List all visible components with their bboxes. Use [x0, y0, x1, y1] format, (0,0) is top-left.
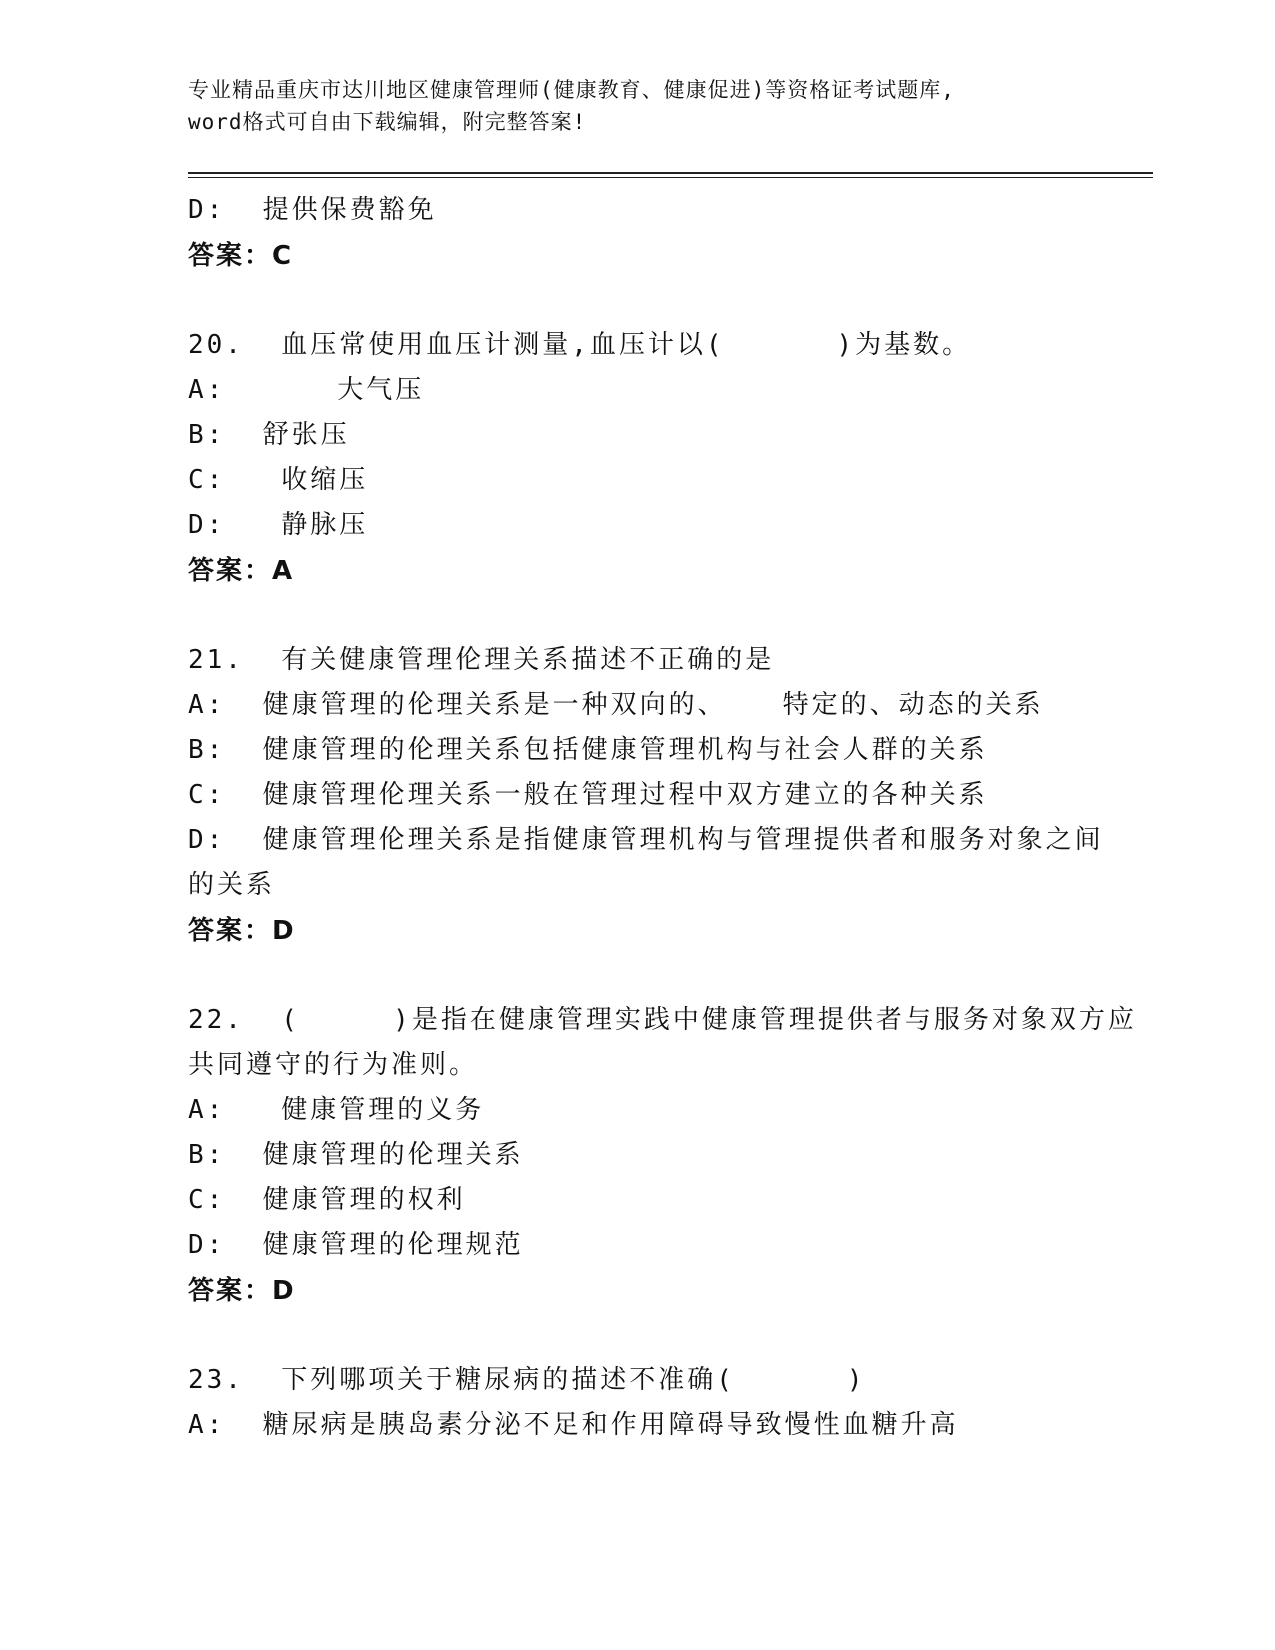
option-d-continued: 的关系 [188, 870, 276, 900]
option-b: B: 舒张压 [188, 420, 350, 450]
header-line-2: word格式可自由下载编辑，附完整答案! [188, 110, 587, 134]
option-b: B: 健康管理的伦理关系 [188, 1140, 524, 1170]
question-22 [188, 998, 1153, 1314]
option-d: D: 提供保费豁免 [188, 195, 437, 225]
document-page [188, 74, 1153, 1448]
option-d: D: 健康管理的伦理规范 [188, 1230, 524, 1260]
answer-line: 答案：D [188, 916, 296, 946]
option-b: B: 健康管理的伦理关系包括健康管理机构与社会人群的关系 [188, 735, 988, 765]
option-a: A: 健康管理的义务 [188, 1095, 485, 1125]
document-header [188, 74, 1153, 138]
option-a: A: 健康管理的伦理关系是一种双向的、 特定的、动态的关系 [188, 690, 1044, 720]
option-c: C: 健康管理的权利 [188, 1185, 466, 1215]
option-d: D: 静脉压 [188, 510, 369, 540]
question-stem: 22. ( )是指在健康管理实践中健康管理提供者与服务对象双方应 [188, 1005, 1137, 1035]
question-stem: 23. 下列哪项关于糖尿病的描述不准确( ) [188, 1365, 866, 1395]
option-d: D: 健康管理伦理关系是指健康管理机构与管理提供者和服务对象之间 [188, 825, 1104, 855]
answer-line: 答案：D [188, 1276, 296, 1306]
question-23 [188, 1358, 1153, 1448]
option-a: A: 大气压 [188, 375, 425, 405]
option-c: C: 收缩压 [188, 465, 369, 495]
previous-question-tail [188, 188, 1153, 279]
option-c: C: 健康管理伦理关系一般在管理过程中双方建立的各种关系 [188, 780, 988, 810]
question-21 [188, 638, 1153, 954]
header-line-1: 专业精品重庆市达川地区健康管理师(健康教育、健康促进)等资格证考试题库, [188, 78, 955, 102]
option-a: A: 糖尿病是胰岛素分泌不足和作用障碍导致慢性血糖升高 [188, 1410, 959, 1440]
exam-content [188, 188, 1153, 1448]
question-stem: 20. 血压常使用血压计测量,血压计以( )为基数。 [188, 330, 972, 360]
header-divider [188, 172, 1153, 178]
question-stem: 21. 有关健康管理伦理关系描述不正确的是 [188, 645, 775, 675]
answer-line: 答案：A [188, 556, 295, 586]
question-20 [188, 323, 1153, 594]
question-stem-continued: 共同遵守的行为准则。 [188, 1050, 479, 1080]
answer-line: 答案：C [188, 241, 294, 271]
